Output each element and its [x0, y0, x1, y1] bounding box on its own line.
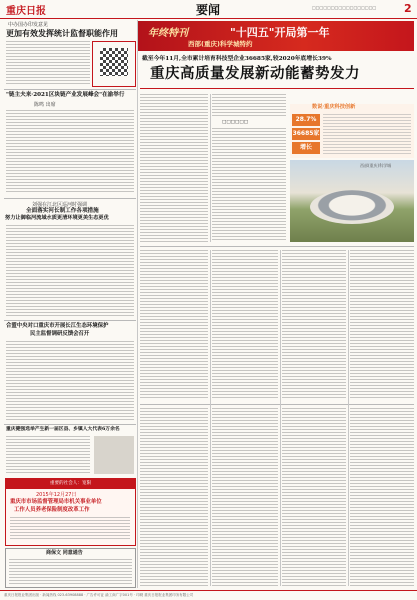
notice2-box: [5, 548, 136, 588]
notice2-title: 商保文 同意通告: [46, 550, 83, 556]
body-col-a2: [140, 408, 208, 586]
column-divider: [210, 250, 211, 586]
qr-code-icon: [100, 48, 128, 76]
left-column: [4, 20, 136, 588]
body-col-c2: [282, 408, 346, 586]
stats-panel: 数说·重庆科技创新 28.7% 36685家 增长: [290, 104, 414, 158]
article4-headline2[interactable]: 民主监督调研反馈会召开: [30, 331, 90, 337]
divider: [140, 246, 414, 247]
article5-photo: [94, 436, 134, 474]
banner-slogan: 年终特刊: [148, 28, 188, 39]
body-col-b1: [212, 250, 278, 400]
notice-body: [10, 517, 130, 541]
divider: [140, 404, 414, 405]
headline-rule: [140, 88, 414, 89]
body-col-d1: [350, 250, 414, 400]
page-number: 2: [404, 2, 412, 15]
notice-box: [5, 478, 136, 546]
year-end-banner: [138, 21, 414, 51]
masthead-meta: □□□□□□□□□□□□□□□□□: [312, 5, 377, 10]
body-col-b2: [212, 408, 278, 586]
notice-date: 2015年12月27日: [36, 492, 77, 498]
article3-kicker: 刘强在江北区巡河时强调: [32, 202, 88, 208]
notice-headline[interactable]: 重庆市市场监督管理局市机关事业单位: [10, 499, 102, 505]
stadium-image: [310, 190, 394, 224]
qr-box: [92, 41, 136, 87]
article2-sub: 陈鸣 出席: [34, 102, 56, 108]
column-divider: [280, 250, 281, 586]
lead-body-col1: [140, 94, 208, 242]
notice2-body: [9, 559, 132, 585]
body-col-a1: [140, 250, 208, 400]
article2-headline[interactable]: "链主夫来·2021区块链产业发展峰会"在渝举行: [6, 92, 125, 98]
photo-caption: 西部(重庆)科学城: [360, 163, 392, 168]
lead-headline[interactable]: 重庆高质量发展新动能蓄势发力: [150, 65, 360, 82]
lead-body-col2a: [212, 94, 286, 118]
notice-headline2[interactable]: 工作人员养老保险制度改革工作: [14, 507, 90, 513]
subhead: □□□□□□: [222, 120, 249, 125]
article4-body: [6, 341, 134, 421]
notice-tag: 重要的社会人：宽限: [6, 479, 135, 489]
article1-headline[interactable]: 更加有效发挥统计监督职能作用: [6, 28, 118, 38]
article3-headline2[interactable]: 努力让御临河流域水质更清环境更美生态更优: [5, 215, 109, 221]
divider: [4, 89, 136, 90]
footer: 重庆日报报业集团出版 · 新闻热线 023-63908888 · 广告许可证 渝工商广字001号 · 印刷 重庆日报报业集团印务有限公司: [0, 590, 417, 600]
body-col-d2: [350, 408, 414, 586]
lead-body-col2b: [212, 128, 286, 242]
article5-body: [6, 436, 90, 474]
divider: [4, 198, 136, 199]
divider: [4, 320, 136, 321]
masthead: [0, 0, 417, 19]
article3-body: [6, 225, 134, 317]
section-title: 要闻: [196, 3, 221, 17]
column-divider: [210, 94, 211, 242]
newspaper-logo: 重庆日报: [6, 6, 46, 17]
stats-panel-title: 数说·重庆科技创新: [312, 104, 356, 110]
stats-panel-text: [323, 114, 411, 156]
article4-headline[interactable]: 合盟中央对口重庆市开展长江生态环境保护: [6, 323, 109, 329]
column-divider: [348, 250, 349, 586]
body-col-c1: [282, 250, 346, 400]
column-divider: [137, 20, 138, 588]
lead-kicker: 截至今年11月,全市累计培育科技型企业36685家,较2020年底增长39%: [142, 56, 332, 62]
article5-headline[interactable]: 重庆健强选举产生新一届区县、乡镇人大代表6万余名: [6, 426, 120, 432]
science-city-photo: [290, 160, 414, 242]
article3-headline[interactable]: 全面落实河长制工作各项措施: [26, 208, 99, 214]
banner-subtitle: 西部(重庆)科学城特约: [188, 40, 253, 48]
article1-kicker: 中办国办印发意见: [8, 22, 49, 28]
banner-title: "十四五"开局第一年: [230, 26, 330, 39]
divider: [4, 424, 136, 425]
article1-body: [6, 41, 90, 85]
article2-body: [6, 110, 134, 194]
